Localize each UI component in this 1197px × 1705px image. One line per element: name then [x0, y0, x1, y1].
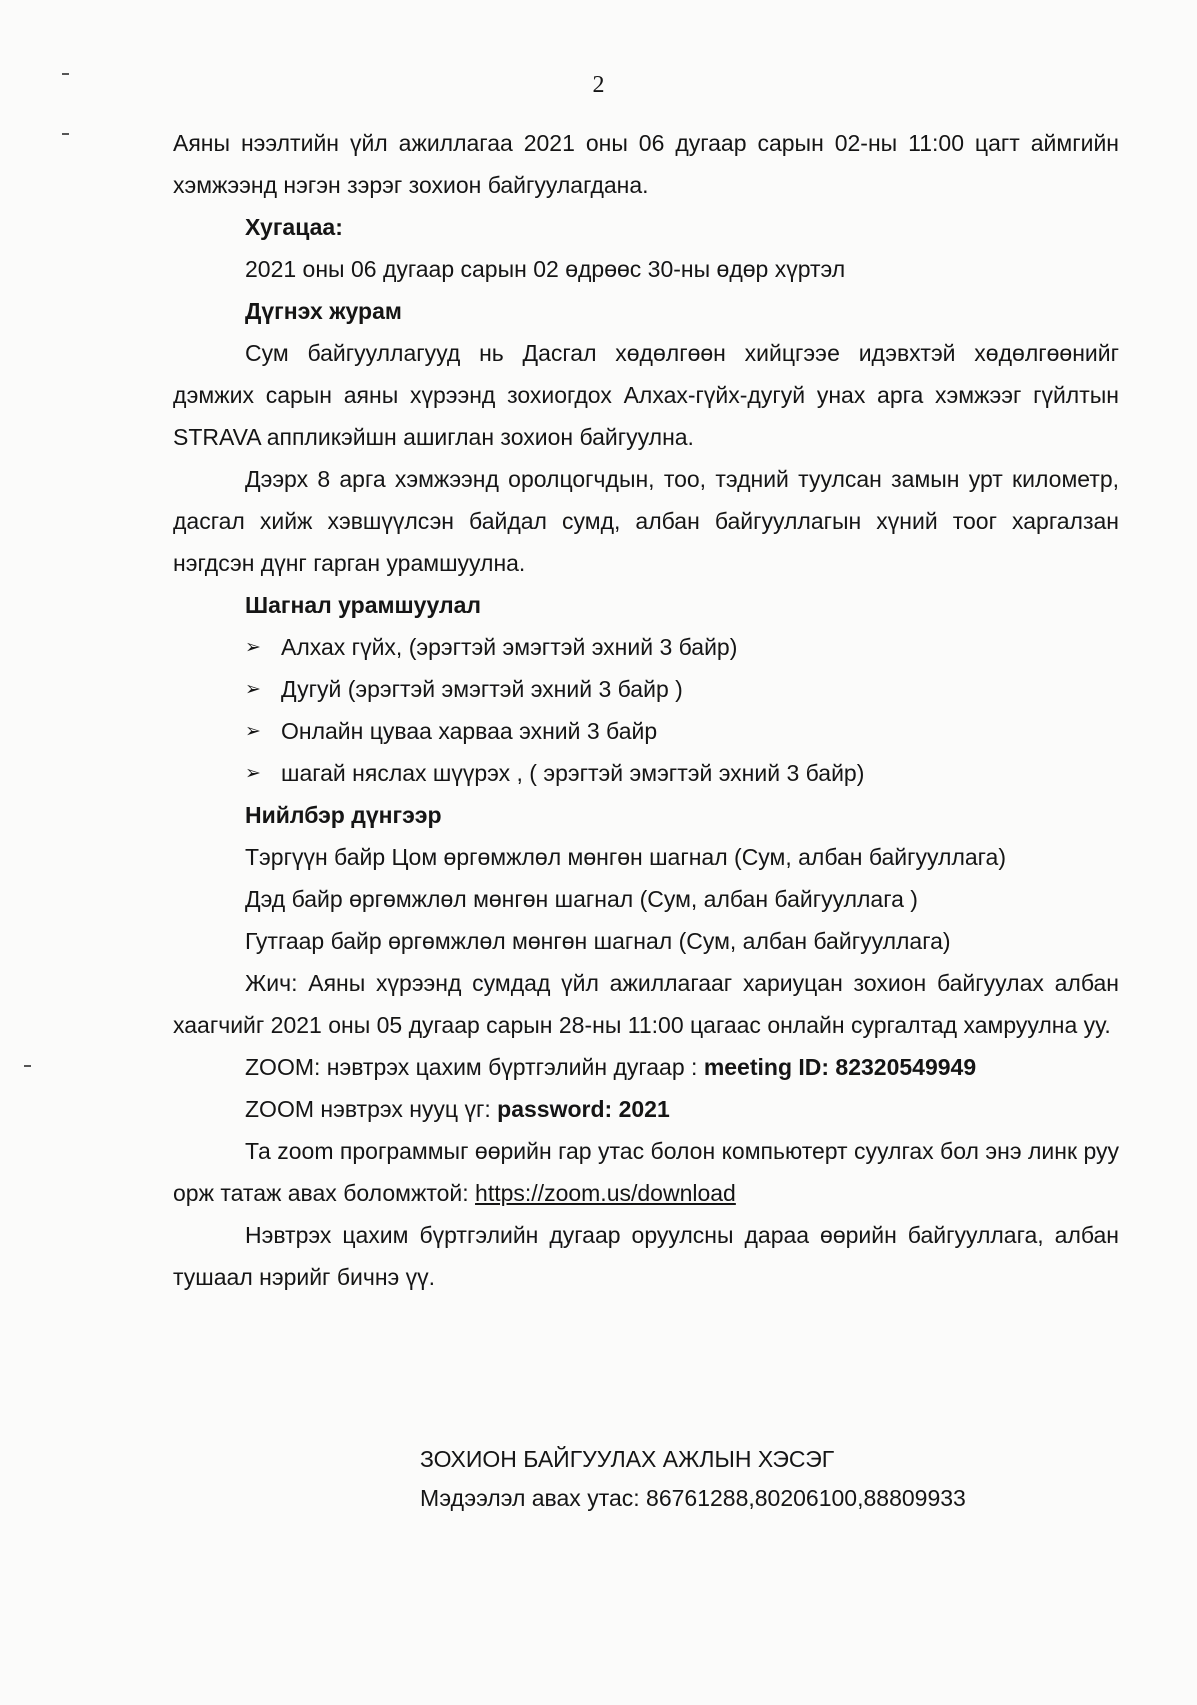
- page-number: 2: [592, 72, 605, 98]
- overall-heading: Нийлбэр дүнгээр: [245, 802, 442, 828]
- awards-heading: Шагнал урамшуулал: [245, 592, 481, 618]
- award-item: Дугуй (эрэгтэй эмэгтэй эхний 3 байр ): [281, 676, 683, 702]
- note-paragraph: Жич: Аяны хүрээнд сумдад үйл ажиллагааг хариуцан зохион байгуулах албан хаагчийг 2021 оны 05 дугаар сарын 28-ны 11:00 цагаас онлайн сургалтад хамруулна уу.: [173, 970, 1119, 1038]
- award-item: Онлайн цуваа харваа эхний 3 байр: [281, 718, 658, 744]
- arrow-bullet-icon: ➢: [245, 678, 261, 700]
- contact-phones: Мэдээлэл авах утас: 86761288,80206100,88809933: [420, 1485, 966, 1511]
- closing-paragraph: Нэвтрэх цахим бүртгэлийн дугаар оруулсны дараа өөрийн байгууллага, албан тушаал нэрийг бичнэ үү.: [173, 1222, 1119, 1290]
- evaluation-paragraph: Дээрх 8 арга хэмжээнд оролцогчдын, тоо, тэдний туулсан замын урт километр, дасгал хийж хэвшүүлсэн байдал сумд, албан байгууллагын хүний тоог харгалзан нэгдсэн дүнг гарган урамшуулна.: [173, 466, 1119, 576]
- zoom-password-value: password: 2021: [497, 1096, 670, 1122]
- download-paragraph: [173, 1130, 1119, 1214]
- signature-block: [420, 1440, 966, 1518]
- list-item: [173, 710, 1119, 752]
- list-item: [173, 626, 1119, 668]
- award-item: шагай няслах шүүрэх , ( эрэгтэй эмэгтэй эхний 3 байр): [281, 760, 865, 786]
- intro-paragraph: Аяны нээлтийн үйл ажиллагаа 2021 оны 06 дугаар сарын 02-ны 11:00 цагт аймгийн хэмжээнд нэгэн зэрэг зохион байгуулагдана.: [173, 130, 1119, 198]
- zoom-download-link[interactable]: https://zoom.us/download: [475, 1180, 736, 1206]
- overall-line: Гутгаар байр өргөмжлөл мөнгөн шагнал (Сум, албан байгууллага): [245, 928, 951, 954]
- document-body: [173, 122, 1119, 1298]
- zoom-id-line: [173, 1046, 1119, 1088]
- list-item: [173, 668, 1119, 710]
- scan-speck: [62, 133, 69, 135]
- list-item: [173, 752, 1119, 794]
- zoom-id-label: ZOOM: нэвтрэх цахим бүртгэлийн дугаар :: [245, 1054, 698, 1080]
- zoom-password-label: ZOOM нэвтрэх нууц үг:: [245, 1096, 491, 1122]
- evaluation-heading: Дүгнэх журам: [245, 298, 402, 324]
- scan-speck: [24, 1065, 31, 1067]
- zoom-id-value: meeting ID: 82320549949: [703, 1054, 977, 1080]
- arrow-bullet-icon: ➢: [245, 636, 261, 658]
- duration-text: 2021 оны 06 дугаар сарын 02 өдрөөс 30-ны өдөр хүртэл: [245, 256, 846, 282]
- organizer-name: ЗОХИОН БАЙГУУЛАХ АЖЛЫН ХЭСЭГ: [420, 1446, 835, 1472]
- award-item: Алхах гүйх, (эрэгтэй эмэгтэй эхний 3 байр): [281, 634, 738, 660]
- overall-line: Дэд байр өргөмжлөл мөнгөн шагнал (Сум, албан байгууллага ): [245, 886, 918, 912]
- duration-heading: Хугацаа:: [245, 214, 343, 240]
- overall-line: Тэргүүн байр Цом өргөмжлөл мөнгөн шагнал (Сум, албан байгууллага): [245, 844, 1007, 870]
- evaluation-paragraph: Сум байгууллагууд нь Дасгал хөдөлгөөн хийцгээе идэвхтэй хөдөлгөөнийг дэмжих сарын аяны хүрээнд зохиогдох Алхах-гүйх-дугуй унах арга хэмжээг гүйлтын STRAVA аппликэйшн ашиглан зохион байгуулна.: [173, 340, 1119, 450]
- arrow-bullet-icon: ➢: [245, 762, 261, 784]
- download-text: Та zoom программыг өөрийн гар утас болон компьютерт суулгах бол энэ линк руу орж татаж авах боломжтой:: [173, 1138, 1119, 1206]
- arrow-bullet-icon: ➢: [245, 720, 261, 742]
- zoom-password-line: [173, 1088, 1119, 1130]
- awards-list: [173, 626, 1119, 794]
